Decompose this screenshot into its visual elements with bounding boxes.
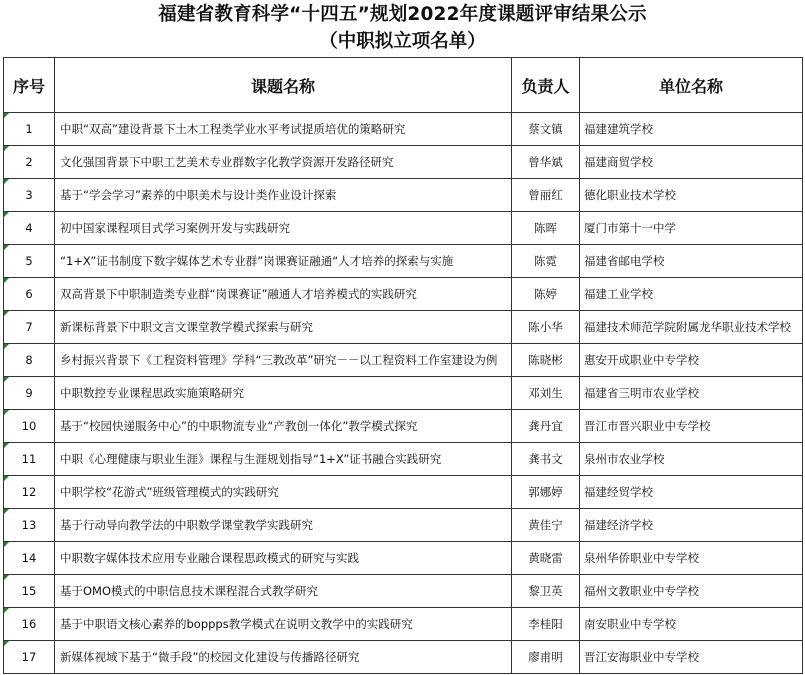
unit-cell[interactable]: 福建商贸学校 [580,146,803,179]
row-number[interactable]: 9 [4,377,55,410]
topic-cell[interactable]: 新课标背景下中职文言文课堂教学模式探索与研究 [55,311,512,344]
leader-cell[interactable]: 李桂阳 [512,608,580,641]
title-block [0,0,805,57]
topic-cell[interactable]: 中职“双高”建设背景下土木工程类学业水平考试提质培优的策略研究 [55,113,512,146]
row-number[interactable]: 3 [4,179,55,212]
row-number[interactable]: 8 [4,344,55,377]
unit-cell[interactable]: 德化职业技术学校 [580,179,803,212]
leader-cell[interactable]: 邓刘生 [512,377,580,410]
results-table [3,57,803,674]
topic-cell[interactable]: 中职学校“花游式”班级管理模式的实践研究 [55,476,512,509]
table-row [4,443,803,476]
topic-cell[interactable]: 基于OMO模式的中职信息技术课程混合式教学研究 [55,575,512,608]
row-number[interactable]: 10 [4,410,55,443]
topic-cell[interactable]: 中职数控专业课程思政实施策略研究 [55,377,512,410]
leader-cell[interactable]: 曾华斌 [512,146,580,179]
table-row [4,641,803,674]
table-row [4,278,803,311]
table-row [4,212,803,245]
row-number[interactable]: 4 [4,212,55,245]
table-row [4,344,803,377]
table-row [4,113,803,146]
header-leader[interactable]: 负责人 [512,58,580,113]
table-row [4,542,803,575]
leader-cell[interactable]: 廖甫明 [512,641,580,674]
topic-cell[interactable]: 新媒体视域下基于“微手段”的校园文化建设与传播路径研究 [55,641,512,674]
topic-cell[interactable]: 中职《心理健康与职业生涯》课程与生涯规划指导“1+X”证书融合实践研究 [55,443,512,476]
header-unit[interactable]: 单位名称 [580,58,803,113]
table-row [4,311,803,344]
leader-cell[interactable]: 龚书文 [512,443,580,476]
topic-cell[interactable]: 基于行动导向教学法的中职数学课堂教学实践研究 [55,509,512,542]
unit-cell[interactable]: 福建经贸学校 [580,476,803,509]
row-number[interactable]: 5 [4,245,55,278]
row-number[interactable]: 14 [4,542,55,575]
leader-cell[interactable]: 黄佳宁 [512,509,580,542]
unit-cell[interactable]: 福州文教职业中专学校 [580,575,803,608]
topic-cell[interactable]: “1+X”证书制度下数字媒体艺术专业群”岗课赛证融通“人才培养的探索与实施 [55,245,512,278]
header-topic[interactable]: 课题名称 [55,58,512,113]
row-number[interactable]: 2 [4,146,55,179]
page-title: 福建省教育科学“十四五”规划2022年度课题评审结果公示 [158,4,647,25]
unit-cell[interactable]: 福建技术师范学院附属龙华职业技术学校 [580,311,803,344]
row-number[interactable]: 6 [4,278,55,311]
leader-cell[interactable]: 陈晓彬 [512,344,580,377]
table-row [4,179,803,212]
unit-cell[interactable]: 泉州华侨职业中专学校 [580,542,803,575]
header-no[interactable]: 序号 [4,58,55,113]
row-number[interactable]: 16 [4,608,55,641]
leader-cell[interactable]: 龚丹宜 [512,410,580,443]
leader-cell[interactable]: 曾丽红 [512,179,580,212]
unit-cell[interactable]: 福建省邮电学校 [580,245,803,278]
leader-cell[interactable]: 蔡文镇 [512,113,580,146]
unit-cell[interactable]: 惠安开成职业中专学校 [580,344,803,377]
row-number[interactable]: 11 [4,443,55,476]
row-number[interactable]: 7 [4,311,55,344]
row-number[interactable]: 15 [4,575,55,608]
row-number[interactable]: 13 [4,509,55,542]
topic-cell[interactable]: 初中国家课程项目式学习案例开发与实践研究 [55,212,512,245]
unit-cell[interactable]: 福建建筑学校 [580,113,803,146]
page-subtitle: （中职拟立项名单） [319,31,486,52]
leader-cell[interactable]: 陈小华 [512,311,580,344]
table-row [4,146,803,179]
unit-cell[interactable]: 福建工业学校 [580,278,803,311]
header-row [4,58,803,113]
unit-cell[interactable]: 晋江市晋兴职业中专学校 [580,410,803,443]
table-row [4,410,803,443]
topic-cell[interactable]: 文化强国背景下中职工艺美术专业群数字化教学资源开发路径研究 [55,146,512,179]
leader-cell[interactable]: 黎卫英 [512,575,580,608]
table-row [4,575,803,608]
table-row [4,245,803,278]
table-row [4,608,803,641]
row-number[interactable]: 17 [4,641,55,674]
unit-cell[interactable]: 福建省三明市农业学校 [580,377,803,410]
table-row [4,476,803,509]
unit-cell[interactable]: 厦门市第十一中学 [580,212,803,245]
leader-cell[interactable]: 黄晓雷 [512,542,580,575]
table-row [4,509,803,542]
row-number[interactable]: 12 [4,476,55,509]
topic-cell[interactable]: 乡村振兴背景下《工程资料管理》学科“三教改革”研究－－以工程资料工作室建设为例 [55,344,512,377]
unit-cell[interactable]: 南安职业中专学校 [580,608,803,641]
row-number[interactable]: 1 [4,113,55,146]
topic-cell[interactable]: 双高背景下中职制造类专业群“岗课赛证”融通人才培养模式的实践研究 [55,278,512,311]
leader-cell[interactable]: 陈婷 [512,278,580,311]
unit-cell[interactable]: 福建经济学校 [580,509,803,542]
topic-cell[interactable]: 基于“学会学习”素养的中职美术与设计类作业设计探索 [55,179,512,212]
leader-cell[interactable]: 郭娜婷 [512,476,580,509]
topic-cell[interactable]: 中职数字媒体技术应用专业融合课程思政模式的研究与实践 [55,542,512,575]
table-row [4,377,803,410]
leader-cell[interactable]: 陈晖 [512,212,580,245]
unit-cell[interactable]: 晋江安海职业中专学校 [580,641,803,674]
leader-cell[interactable]: 陈霓 [512,245,580,278]
topic-cell[interactable]: 基于“校园快递服务中心”的中职物流专业“产教创一体化”教学模式探究 [55,410,512,443]
unit-cell[interactable]: 泉州市农业学校 [580,443,803,476]
table-body [4,113,803,674]
topic-cell[interactable]: 基于中职语文核心素养的boppps教学模式在说明文教学中的实践研究 [55,608,512,641]
